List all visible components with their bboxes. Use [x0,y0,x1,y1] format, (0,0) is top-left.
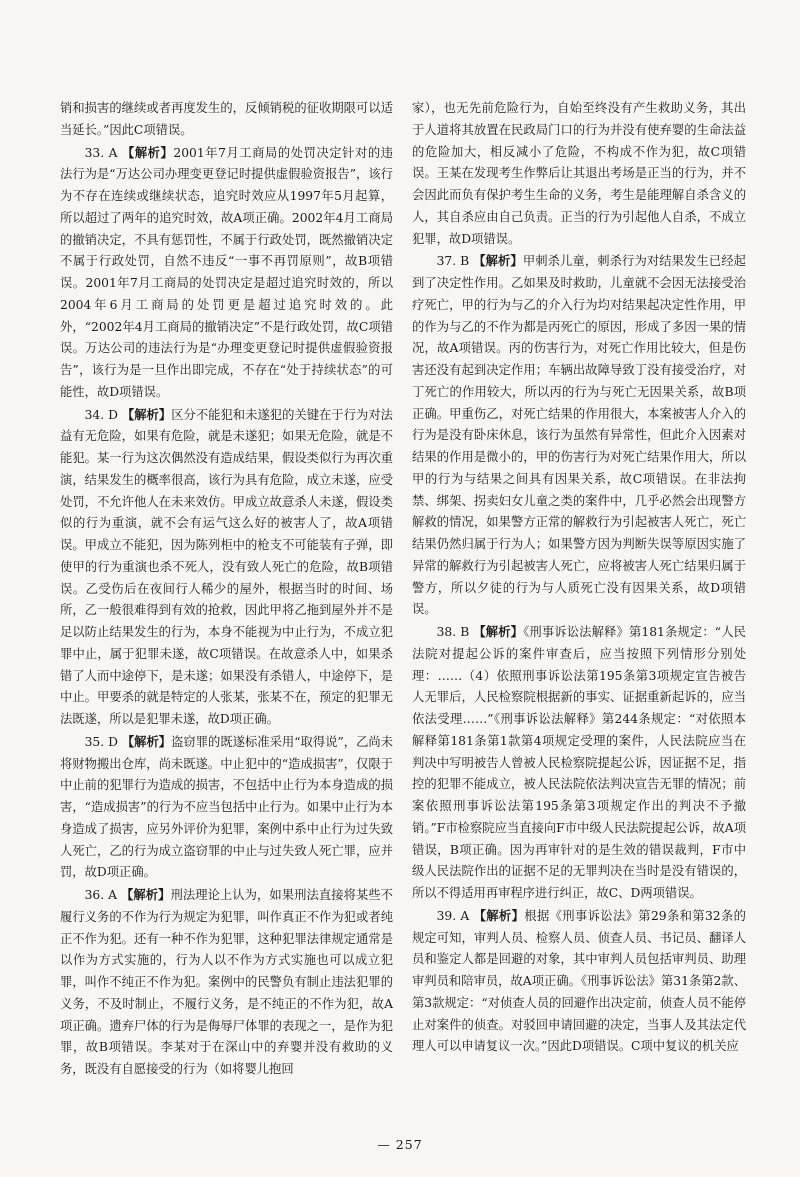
right-column [412,98,746,1058]
answer-text: 2001年7月工商局的处罚决定针对的违法行为是“万达公司办理变更登记时提供虚假验资报告”，该行为不存在连续或继续状态，追究时效应从1997年5月起算，所以超过了两年的追究时效，故A项正确。2002年4月工商局的撤销决定，不具有惩罚性，不属于行政处罚，既然撤销决定不属于行政处罚，自然不违反“一事不再罚原则”，故B项错误。2001年7月工商局的处罚决定是超过追究时效的，所以2004年6月工商局的处罚更是超过追究时效的。此外，“2002年4月工商局的撤销决定”不是行政处罚，故C项错误。万达公司的违法行为是“办理变更登记时提供虚假验资报告”，该行为是一旦作出即完成，不存在“处于持续状态”的可能性，故D项错误。 [60,145,393,399]
analysis-tag: 【解析】 [121,406,172,422]
analysis-tag: 【解析】 [473,253,523,269]
answer-number: 36. A [84,888,118,902]
answer-text: 区分不能犯和未遂犯的关键在于行为对法益有无危险，如果有危险，就是未遂犯；如果无危险，就是不能犯。某一行为这次偶然没有造成结果，假设类似行为再次重演，结果发生的概率很高，该行为具有危险，成立未遂，应受处罚，不允许他人在未来效仿。甲成立故意杀人未遂，假设类似的行为重演，就不会有运气这么好的被害人了，故A项错误。甲成立不能犯，因为陈列柜中的枪支不可能装有子弹，即使甲的行为重演也杀不死人，没有致人死亡的危险，故B项错误。乙受伤后在夜间行人稀少的屋外，根据当时的时间、场所，乙一般很难得到有效的抢救，因此甲将乙拖到屋外并不是足以防止结果发生的行为，本身不能视为中止行为，不成立犯罪中止，属于犯罪未遂，故C项错误。在故意杀人中，如果杀错了人而中途停下，是未遂；如果没有杀错人，中途停下，是中止。甲要杀的就是特定的人张某，张某不在，预定的犯罪无法既遂，所以是犯罪未遂，故D项正确。 [60,407,393,726]
answer-paragraph [412,905,746,1058]
answer-paragraph [60,731,393,884]
answer-paragraph [60,142,393,404]
page-number: — 257 [377,1137,423,1152]
answer-text: 甲刺杀儿童，刺杀行为对结果发生已经起到了决定性作用。乙如果及时救助，儿童就不会因无法接受治疗死亡，甲的行为与乙的介入行为均对结果起决定性作用，甲的作为与乙的不作为都是丙死亡的原因，形成了多因一果的情况，故A项错误。丙的伤害行为，对死亡作用比较大，但是伤害还没有起到决定作用；车辆出故障导致丁没有接受治疗，对丁死亡的作用较大，所以丙的行为与死亡无因果关系，故B项正确。甲重伤乙，对死亡结果的作用很大，本案被害人介入的行为是没有卧床休息，该行为虽然有异常性，但此介入因素对结果的作用是微小的，甲的伤害行为对死亡结果作用大，所以甲的行为与结果之间具有因果关系，故C项错误。在非法拘禁、绑架、拐卖妇女儿童之类的案件中，几乎必然会出现警方解救的情况，如果警方正常的解救行为引起被害人死亡，死亡结果仍然归属于行为人；如果警方因为判断失误等原因实施了异常的解救行为引起被害人死亡，应将被害人死亡结果归属于警方，所以夕徒的行为与人质死亡没有因果关系，故D项错误。 [412,254,746,617]
answer-paragraph [60,404,393,731]
analysis-tag: 【解析】 [121,144,174,160]
answer-paragraph [60,98,393,142]
analysis-tag: 【解析】 [121,887,171,902]
answer-paragraph [412,98,746,250]
analysis-tag: 【解析】 [121,733,172,749]
answer-text: 刑法理论上认为，如果刑法直接将某些不履行义务的不作为行为规定为犯罪，叫作真正不作为犯或者纯正不作为犯。还有一种不作为犯罪，这种犯罪法律规定通常是以作为方式实施的，行为人以不作为方式实施也可以成立犯罪，叫作不纯正不作为犯。案例中的民警负有制止违法犯罪的义务，不及时制止，不履行义务，是不纯正的不作为犯，故A项正确。遗弃尸体的行为是侮辱尸体罪的表现之一，是作为犯罪，故B项错误。李某对于在深山中的弃婴并没有救助的义务，既没有自愿接受的行为（如将婴儿抱回 [60,888,393,1076]
answer-text: 盗窃罪的既遂标准采用“取得说”，乙尚未将财物搬出仓库，尚未既遂。中止犯中的“造成损害”，仅限于中止前的犯罪行为造成的损害，不包括中止行为本身造成的损害，“造成损害”的行为不应当包括中止行为。如果中止行为本身造成了损害，应另外评价为犯罪，案例中系中止行为过失致人死亡，乙的行为成立盗窃罪的中止与过失致人死亡罪，应并罚，故D项正确。 [60,734,393,880]
left-column [60,98,393,1081]
answer-number: 37. B [436,254,470,269]
answer-paragraph [412,621,746,905]
answer-text: 根据《刑事诉讼法》第29条和第32条的规定可知，审判人员、检察人员、侦查人员、书记员、翻译人员和鉴定人都是回避的对象，其中审判人员包括审判员、助理审判员和陪审员，故A项正确。《刑事诉讼法》第31条第2款、第3款规定：“对侦查人员的回避作出决定前，侦查人员不能停止对案件的侦查。对驳回申请回避的决定，当事人及其法定代理人可以申请复议一次。”因此D项错误。C项中复议的机关应 [412,908,746,1054]
answer-number: 34. D [84,407,118,422]
answer-paragraph [412,250,746,621]
analysis-tag: 【解析】 [473,624,524,639]
analysis-tag: 【解析】 [473,907,525,923]
answer-number: 39. A [436,908,470,923]
answer-number: 33. A [84,145,118,160]
answer-paragraph [60,884,393,1081]
answer-number: 38. B [436,625,470,639]
answer-text: 《刑事诉讼法解释》第181条规定：“人民法院对提起公诉的案件审查后，应当按照下列情形分别处理：……（4）依照刑事诉讼法第195条第3项规定宣告被告人无罪后，人民检察院根据新的事实、证据重新起诉的，应当依法受理……”《刑事诉讼法解释》第244条规定：“对依照本解释第181条第1款第4项规定受理的案件，人民法院应当在判决中写明被告人曾被人民检察院提起公诉，因证据不足，指控的犯罪不能成立，被人民法院依法判决宣告无罪的情况；前案依照刑事诉讼法第195条第3项规定作出的判决不予撤销。”F市检察院应当直接向F市中级人民法院提起公诉，故A项错误，B项正确。因为再审针对的是生效的错误裁判，F市中级人民法院作出的证据不足的无罪判决在当时是没有错误的，所以不得适用再审程序进行纠正，故C、D两项错误。 [412,625,746,900]
answer-text: 销和损害的继续或者再度发生的，反倾销税的征收期限可以适当延长。”因此C项错误。 [60,101,393,137]
answer-text: 家），也无先前危险行为，自始至终没有产生救助义务，其出于人道将其放置在民政局门口的行为并没有使弃婴的生命法益的危险加大，相反减小了危险，不构成不作为犯，故C项错误。王某在发现考生作弊后让其退出考场是正当的行为，并不会因此而负有保护考生生命的义务，考生是能理解自杀含义的人，其自杀应由自己负责。正当的行为引起他人自杀，不成立犯罪，故D项错误。 [412,101,746,246]
answer-number: 35. D [84,734,118,749]
